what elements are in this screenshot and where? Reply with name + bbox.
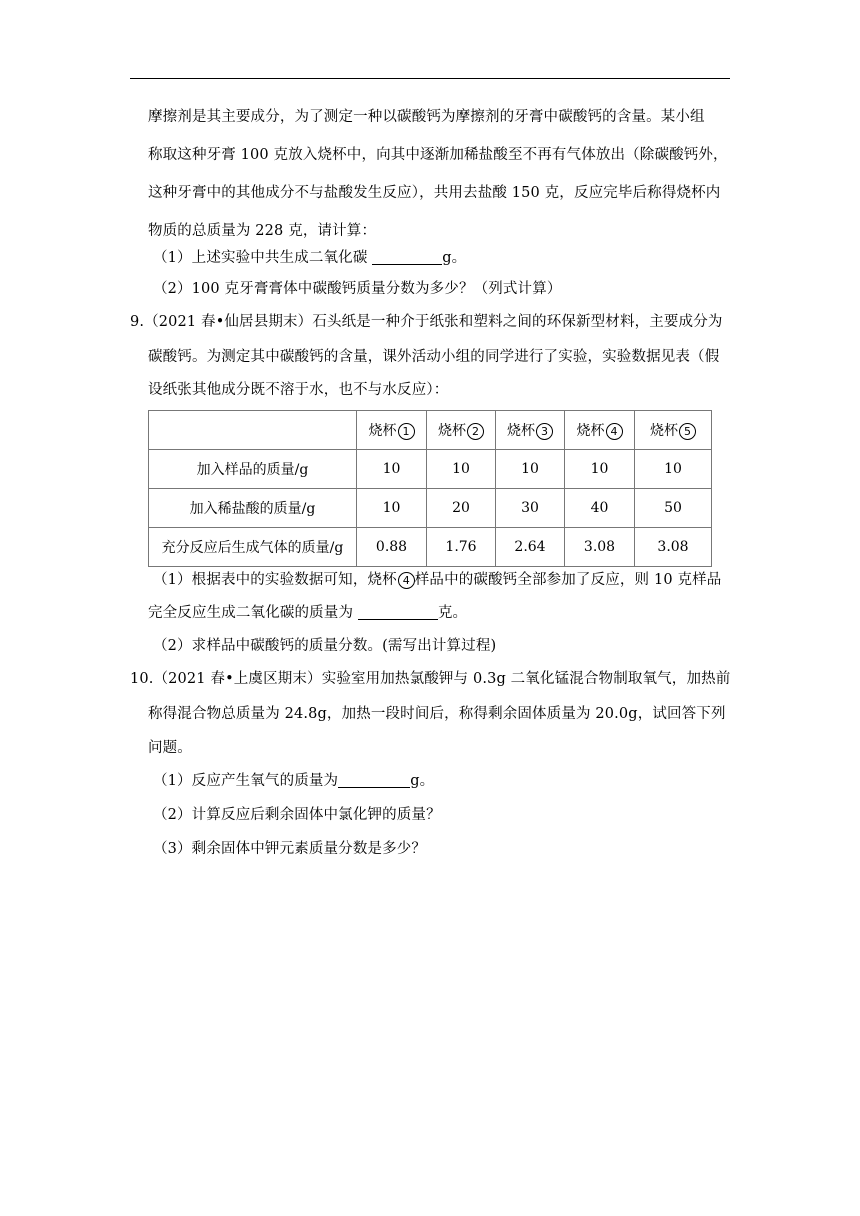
- experiment-data-table: [148, 410, 712, 567]
- p10-question-3: （3）剩余固体中钾元素质量分数是多少？: [153, 841, 427, 857]
- table-cell: 2.64: [496, 528, 565, 567]
- p9-line-2: 碳酸钙。为测定其中碳酸钙的含量，课外活动小组的同学进行了实验，实验数据见表（假: [148, 349, 720, 365]
- p9-q1-post: 样品中的碳酸钙全部参加了反应，则 10 克样品: [414, 572, 722, 588]
- table-cell: 3.08: [635, 528, 712, 567]
- table-cell: 10: [427, 450, 496, 489]
- circled-number-1: 1: [398, 423, 415, 440]
- p9-source: （2021 春•仙居县期末）: [144, 314, 313, 330]
- p9-first-line: [130, 312, 723, 332]
- p8-line-1: 摩擦剂是其主要成分，为了测定一种以碳酸钙为摩擦剂的牙膏中碳酸钙的含量。某小组: [148, 109, 705, 125]
- p8-question-1: [153, 248, 466, 268]
- table-row: [149, 450, 712, 489]
- p10-first-line: [130, 669, 730, 689]
- p9-question-1-line-2: [148, 603, 467, 623]
- row-label-gas-mass: 充分反应后生成气体的质量/g: [149, 528, 357, 567]
- p9-number: 9.: [130, 314, 145, 330]
- table-cell: 3.08: [565, 528, 635, 567]
- beaker-header-5: 烧杯 5: [635, 411, 712, 450]
- table-cell: 1.76: [427, 528, 496, 567]
- row-label-acid-mass: 加入稀盐酸的质量/g: [149, 489, 357, 528]
- p8-line-2: 称取这种牙膏 100 克放入烧杯中，向其中逐渐加稀盐酸至不再有气体放出（除碳酸钙外，: [148, 147, 728, 163]
- p8-q1-answer-blank[interactable]: [372, 248, 442, 265]
- table-cell: 0.88: [357, 528, 427, 567]
- table-cell: 20: [427, 489, 496, 528]
- beaker-header-2: 烧杯 2: [427, 411, 496, 450]
- table-header-row: [149, 411, 712, 450]
- p9-line-1: 石头纸是一种介于纸张和塑料之间的环保新型材料，主要成分为: [312, 314, 723, 330]
- p10-line-3: 问题。: [148, 740, 192, 756]
- p10-number: 10.: [130, 671, 154, 687]
- p9-q1-unit: 克。: [437, 605, 468, 621]
- p8-q1-text: （1）上述实验中共生成二氧化碳: [153, 250, 373, 266]
- table-row: [149, 489, 712, 528]
- circled-number-2: 2: [467, 423, 484, 440]
- p8-question-2: （2）100 克牙膏膏体中碳酸钙质量分数为多少？（列式计算）: [153, 281, 562, 297]
- table-cell: 30: [496, 489, 565, 528]
- p9-q1-line2-text: 完全反应生成二氧化碳的质量为: [148, 605, 358, 621]
- p10-q1-answer-blank[interactable]: [338, 771, 410, 788]
- p9-q1-pre: （1）根据表中的实验数据可知，烧杯: [153, 572, 397, 588]
- p10-line-2: 称得混合物总质量为 24.8g，加热一段时间后，称得剩余固体质量为 20.0g，试回答下列: [148, 706, 726, 722]
- table-cell: 40: [565, 489, 635, 528]
- table-cell: 10: [357, 450, 427, 489]
- table-cell: 10: [565, 450, 635, 489]
- circled-number-3: 3: [536, 423, 553, 440]
- header-rule: [130, 78, 730, 79]
- p10-q1-unit: g。: [410, 773, 435, 789]
- table-cell: 10: [496, 450, 565, 489]
- circled-number-5: 5: [679, 423, 696, 440]
- table-cell: 10: [635, 450, 712, 489]
- p10-question-2: （2）计算反应后剩余固体中氯化钾的质量？: [153, 807, 441, 823]
- circled-number-4: 4: [398, 572, 415, 589]
- p9-question-2: （2）求样品中碳酸钙的质量分数。(需写出计算过程): [153, 638, 497, 654]
- table-corner-cell: [149, 411, 357, 450]
- beaker-header-1: 烧杯 1: [357, 411, 427, 450]
- p8-q1-unit: g。: [442, 250, 467, 266]
- p8-line-4: 物质的总质量为 228 克，请计算：: [148, 223, 377, 239]
- p9-q1-answer-blank[interactable]: [358, 603, 438, 620]
- p9-question-1: [153, 570, 721, 590]
- p9-line-3: 设纸张其他成分既不溶于水，也不与水反应）：: [148, 382, 449, 398]
- beaker-header-3: 烧杯 3: [496, 411, 565, 450]
- p10-question-1: [153, 771, 434, 791]
- p10-source: （2021 春•上虞区期末）: [153, 671, 322, 687]
- p10-q1-text: （1）反应产生氧气的质量为: [153, 773, 339, 789]
- table-cell: 50: [635, 489, 712, 528]
- table-cell: 10: [357, 489, 427, 528]
- beaker-header-4: 烧杯 4: [565, 411, 635, 450]
- p8-line-3: 这种牙膏中的其他成分不与盐酸发生反应），共用去盐酸 150 克，反应完毕后称得烧杯内: [148, 185, 721, 201]
- circled-number-4: 4: [606, 423, 623, 440]
- table-row: [149, 528, 712, 567]
- row-label-sample-mass: 加入样品的质量/g: [149, 450, 357, 489]
- p10-line-1: 实验室用加热氯酸钾与 0.3g 二氧化锰混合物制取氧气，加热前: [321, 671, 731, 687]
